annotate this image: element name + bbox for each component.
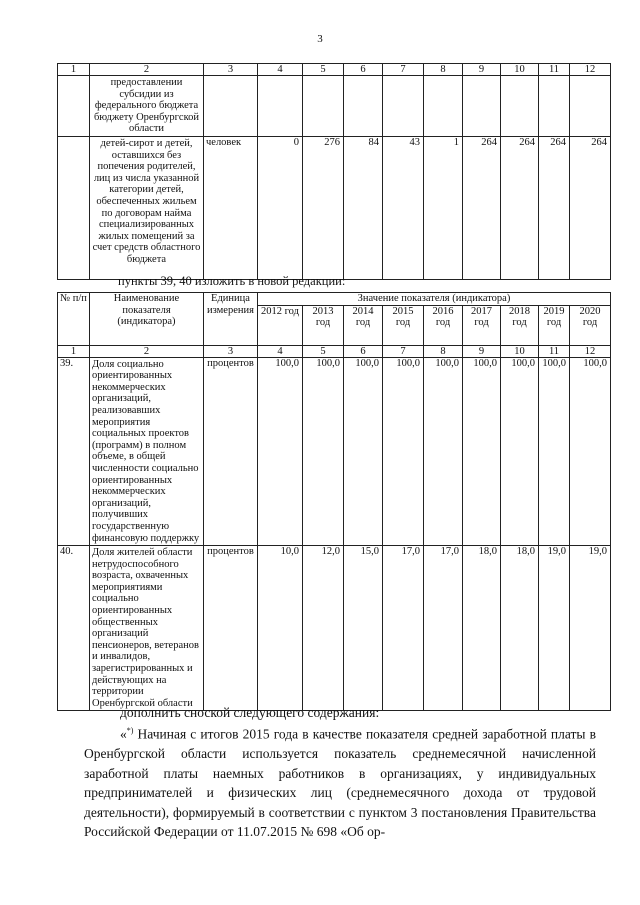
col-num: 8 [424,64,463,76]
value-cell: 100,0 [539,357,570,546]
indicator-name: Доля жителей области нетрудоспособного возраста, охваченных мероприятиями социально ориентированных общественных организаций пенсионеров, ветеранов и инвалидов, зарегистрированных и действующих на территории Оренбургской области [90,546,204,711]
col-num: 11 [539,345,570,357]
col-num: 5 [303,64,344,76]
footnote-intro: дополнить сноской следующего содержания: [120,705,380,720]
value-cell: 15,0 [344,546,383,711]
col-num: 1 [58,64,90,76]
unit-cell: процентов [204,357,258,546]
indicator-table [57,292,611,711]
col-num: 4 [258,345,303,357]
col-num: 9 [463,345,501,357]
value-cell: 0 [258,136,303,279]
header-num: № п/п [58,293,90,346]
value-cell: 10,0 [258,546,303,711]
value-cell: 264 [539,136,570,279]
header-name: Наименование показателя (индикатора) [90,293,204,346]
col-num: 7 [383,64,424,76]
header-row [58,293,611,306]
value-cell: 100,0 [344,357,383,546]
col-num: 10 [501,64,539,76]
year-header: 2016 год [424,305,463,345]
table-row [58,357,611,546]
col-num: 12 [570,64,611,76]
value-cell: 100,0 [303,357,344,546]
col-num: 2 [90,345,204,357]
header-value-group: Значение показателя (индикатора) [258,293,611,306]
col-num: 9 [463,64,501,76]
col-num: 4 [258,64,303,76]
col-num: 2 [90,64,204,76]
year-header: 2015 год [383,305,424,345]
footnote-text [84,721,596,842]
year-header: 2020 год [570,305,611,345]
year-header: 2013 год [303,305,344,345]
indicator-name: детей-сирот и детей, оставшихся без попечения родителей, лиц из числа указанной категории детей, обеспеченных жильем по договорам найма специализированных жилых помещений за счет средств областного бюджета [90,136,204,279]
col-num: 12 [570,345,611,357]
value-cell: 276 [303,136,344,279]
col-num: 3 [204,345,258,357]
value-cell: 12,0 [303,546,344,711]
year-header: 2017 год [463,305,501,345]
indicator-name: Доля социально ориентированных некоммерческих организаций, реализовавших мероприятия социальных проектов (программ) в полном объеме, в общей численности социально ориентированных некоммерческих организаций, получивших государственную финансовую поддержку [90,357,204,546]
value-cell: 264 [570,136,611,279]
col-num: 3 [204,64,258,76]
value-cell: 100,0 [501,357,539,546]
value-cell: 84 [344,136,383,279]
footnote-marker: *) [126,726,134,735]
year-header: 2019 год [539,305,570,345]
col-num: 5 [303,345,344,357]
col-num: 6 [344,64,383,76]
header-unit: Единица измерения [204,293,258,346]
year-header: 2012 год [258,305,303,345]
value-cell: 17,0 [383,546,424,711]
row-number: 39. [58,357,90,546]
unit-cell: процентов [204,546,258,711]
value-cell: 19,0 [570,546,611,711]
value-cell: 100,0 [258,357,303,546]
indicator-name: предоставлении субсидии из федерального бюджета бюджету Оренбургской области [90,76,204,137]
col-num: 6 [344,345,383,357]
page-number: 3 [317,33,323,45]
col-num: 7 [383,345,424,357]
value-cell: 100,0 [424,357,463,546]
value-cell: 43 [383,136,424,279]
col-num: 8 [424,345,463,357]
year-header: 2018 год [501,305,539,345]
value-cell: 264 [463,136,501,279]
table-caption: пункты 39, 40 изложить в новой редакции: [118,274,346,288]
value-cell: 19,0 [539,546,570,711]
row-number: 40. [58,546,90,711]
value-cell: 18,0 [501,546,539,711]
value-cell: 18,0 [463,546,501,711]
footnote-body: Начиная с итогов 2015 года в качестве показателя средней заработной платы в Оренбургской области используется показатель среднемесячной начисленной заработной платы наемных работников в организациях, у индивидуальных предпринимателей и физических лиц (среднемесячного дохода от трудовой деятельности), формируемый в соответствии с пунктом 3 постановления Правительства Российской Федерации от 11.07.2015 № 698 «Об ор- [84,726,597,839]
year-header: 2014 год [344,305,383,345]
value-cell: 1 [424,136,463,279]
quote-open: « [120,726,127,742]
value-cell: 100,0 [463,357,501,546]
unit-cell: человек [204,136,258,279]
col-num: 1 [58,345,90,357]
table-row [58,546,611,711]
table-row [58,136,611,279]
column-number-row [58,64,611,76]
column-number-row [58,345,611,357]
table-row [58,76,611,137]
value-cell: 264 [501,136,539,279]
col-num: 11 [539,64,570,76]
value-cell: 100,0 [383,357,424,546]
value-cell: 100,0 [570,357,611,546]
value-cell: 17,0 [424,546,463,711]
continued-table [57,63,611,280]
col-num: 10 [501,345,539,357]
